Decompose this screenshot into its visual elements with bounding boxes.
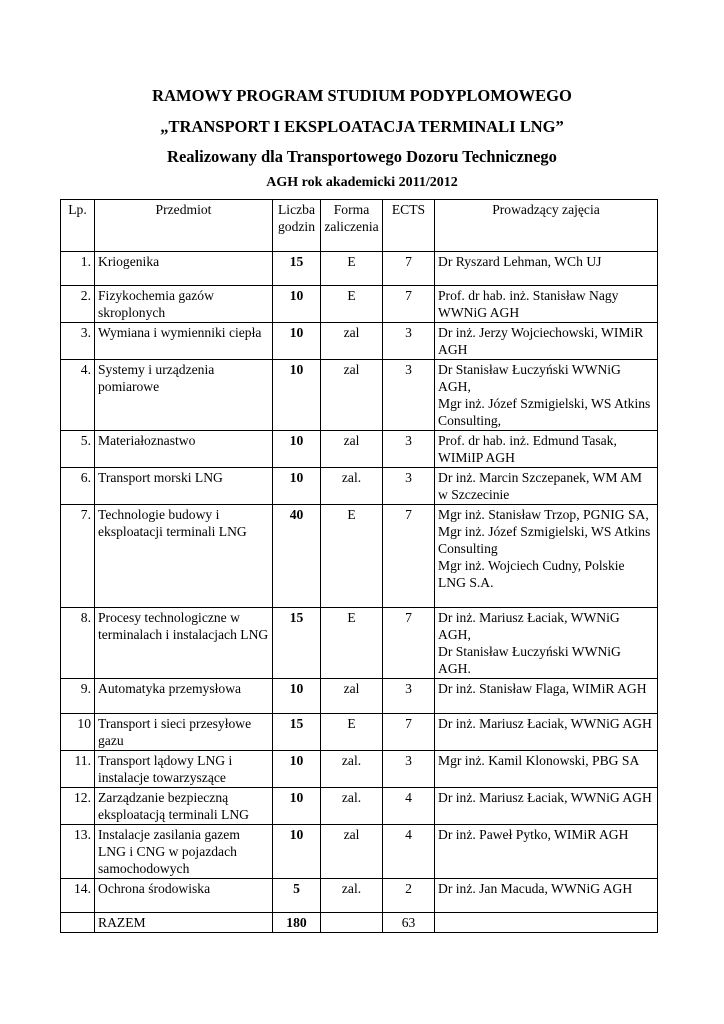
table-header-row xyxy=(61,200,658,252)
subject-cell: Transport i sieci przesyłowe gazu xyxy=(95,714,273,751)
row-number: 7. xyxy=(61,505,95,608)
row-number: 14. xyxy=(61,879,95,913)
table-row xyxy=(61,360,658,431)
form-cell: zal xyxy=(321,323,383,360)
subject-cell: Kriogenika xyxy=(95,252,273,286)
lecturer-name: Dr inż. Jerzy Wojciechowski, WIMiR AGH xyxy=(438,325,644,357)
row-number: 9. xyxy=(61,679,95,714)
form-cell: zal. xyxy=(321,751,383,788)
lecturer-name: Dr inż. Jan Macuda, WWNiG AGH xyxy=(438,881,633,896)
row-number: 8. xyxy=(61,608,95,679)
header-ects: ECTS xyxy=(383,200,435,252)
lecturer-name: Mgr inż. Józef Szmigielski, WS Atkins Consulting, xyxy=(438,396,651,428)
row-number: 2. xyxy=(61,286,95,323)
ects-cell: 7 xyxy=(383,252,435,286)
form-cell: E xyxy=(321,252,383,286)
hours-cell: 10 xyxy=(273,286,321,323)
lecturer-name: Mgr inż. Wojciech Cudny, Polskie LNG S.A. xyxy=(438,558,625,590)
total-lecturer xyxy=(435,913,658,933)
ects-cell: 7 xyxy=(383,714,435,751)
lecturer-name: Dr inż. Mariusz Łaciak, WWNiG AGH, xyxy=(438,610,620,642)
subject-cell: Instalacje zasilania gazem LNG i CNG w pojazdach samochodowych xyxy=(95,825,273,879)
form-cell: zal. xyxy=(321,879,383,913)
lecturer-cell xyxy=(435,505,658,608)
hours-cell: 10 xyxy=(273,323,321,360)
ects-cell: 4 xyxy=(383,825,435,879)
program-table xyxy=(60,199,658,933)
ects-cell: 7 xyxy=(383,286,435,323)
hours-cell: 10 xyxy=(273,679,321,714)
hours-cell: 40 xyxy=(273,505,321,608)
header-subject: Przedmiot xyxy=(95,200,273,252)
table-row xyxy=(61,679,658,714)
row-number: 3. xyxy=(61,323,95,360)
table-row xyxy=(61,751,658,788)
hours-cell: 10 xyxy=(273,431,321,468)
form-cell: zal xyxy=(321,431,383,468)
table-row xyxy=(61,252,658,286)
ects-cell: 3 xyxy=(383,468,435,505)
lecturer-cell xyxy=(435,286,658,323)
hours-cell: 10 xyxy=(273,751,321,788)
header-hours: Liczba godzin xyxy=(273,200,321,252)
subject-cell: Materiałoznastwo xyxy=(95,431,273,468)
lecturer-name: Mgr inż. Józef Szmigielski, WS Atkins Consulting xyxy=(438,524,651,556)
row-number: 12. xyxy=(61,788,95,825)
lecturer-cell xyxy=(435,252,658,286)
lecturer-cell xyxy=(435,468,658,505)
table-row xyxy=(61,879,658,913)
lecturer-cell xyxy=(435,788,658,825)
subject-cell: Technologie budowy i eksploatacji terminali LNG xyxy=(95,505,273,608)
lecturer-cell xyxy=(435,431,658,468)
ects-cell: 3 xyxy=(383,751,435,788)
table-row xyxy=(61,714,658,751)
subject-cell: Wymiana i wymienniki ciepła xyxy=(95,323,273,360)
ects-cell: 4 xyxy=(383,788,435,825)
hours-cell: 10 xyxy=(273,788,321,825)
subject-cell: Automatyka przemysłowa xyxy=(95,679,273,714)
lecturer-name: Mgr inż. Stanisław Trzop, PGNIG SA, xyxy=(438,507,649,522)
lecturer-cell xyxy=(435,751,658,788)
form-cell: zal xyxy=(321,360,383,431)
lecturer-name: Dr inż. Paweł Pytko, WIMiR AGH xyxy=(438,827,629,842)
header-form: Forma zaliczenia xyxy=(321,200,383,252)
lecturer-cell xyxy=(435,360,658,431)
lecturer-name: Dr inż. Mariusz Łaciak, WWNiG AGH xyxy=(438,790,652,805)
total-ects: 63 xyxy=(383,913,435,933)
hours-cell: 10 xyxy=(273,825,321,879)
table-row xyxy=(61,788,658,825)
lecturer-name: Dr Stanisław Łuczyński WWNiG AGH. xyxy=(438,644,621,676)
total-row xyxy=(61,913,658,933)
form-cell: zal. xyxy=(321,788,383,825)
lecturer-name: Dr inż. Mariusz Łaciak, WWNiG AGH xyxy=(438,716,652,731)
ects-cell: 3 xyxy=(383,323,435,360)
academic-year: AGH rok akademicki 2011/2012 xyxy=(266,175,458,190)
subject-cell: Transport lądowy LNG i instalacje towarzyszące xyxy=(95,751,273,788)
subject-cell: Transport morski LNG xyxy=(95,468,273,505)
lecturer-cell xyxy=(435,323,658,360)
row-number: 11. xyxy=(61,751,95,788)
lecturer-name: Dr inż. Marcin Szczepanek, WM AM w Szczecinie xyxy=(438,470,642,502)
hours-cell: 10 xyxy=(273,468,321,505)
hours-cell: 15 xyxy=(273,714,321,751)
subject-cell: Ochrona środowiska xyxy=(95,879,273,913)
subject-cell: Zarządzanie bezpieczną eksploatacją terminali LNG xyxy=(95,788,273,825)
row-number: 10 xyxy=(61,714,95,751)
lecturer-name: Dr Stanisław Łuczyński WWNiG AGH, xyxy=(438,362,621,394)
hours-cell: 5 xyxy=(273,879,321,913)
subject-cell: Procesy technologiczne w terminalach i instalacjach LNG xyxy=(95,608,273,679)
ects-cell: 3 xyxy=(383,679,435,714)
lecturer-cell xyxy=(435,608,658,679)
form-cell: E xyxy=(321,505,383,608)
ects-cell: 7 xyxy=(383,608,435,679)
header-lp: Lp. xyxy=(61,200,95,252)
form-cell: E xyxy=(321,714,383,751)
lecturer-name: Prof. dr hab. inż. Stanisław Nagy WWNiG AGH xyxy=(438,288,619,320)
total-form xyxy=(321,913,383,933)
lecturer-name: Dr Ryszard Lehman, WCh UJ xyxy=(438,254,602,269)
table-row xyxy=(61,468,658,505)
table-row xyxy=(61,323,658,360)
ects-cell: 3 xyxy=(383,360,435,431)
row-number: 4. xyxy=(61,360,95,431)
form-cell: zal xyxy=(321,825,383,879)
form-cell: zal xyxy=(321,679,383,714)
lecturer-cell xyxy=(435,714,658,751)
document-title: RAMOWY PROGRAM STUDIUM PODYPLOMOWEGO xyxy=(152,86,572,105)
hours-cell: 10 xyxy=(273,360,321,431)
header-lecturer: Prowadzący zajęcia xyxy=(435,200,658,252)
row-number: 6. xyxy=(61,468,95,505)
total-label: RAZEM xyxy=(95,913,273,933)
form-cell: zal. xyxy=(321,468,383,505)
table-row xyxy=(61,286,658,323)
total-hours: 180 xyxy=(273,913,321,933)
lecturer-name: Dr inż. Stanisław Flaga, WIMiR AGH xyxy=(438,681,647,696)
document-subtitle: Realizowany dla Transportowego Dozoru Technicznego xyxy=(167,147,557,166)
ects-cell: 2 xyxy=(383,879,435,913)
row-number: 1. xyxy=(61,252,95,286)
hours-cell: 15 xyxy=(273,608,321,679)
ects-cell: 7 xyxy=(383,505,435,608)
subject-cell: Systemy i urządzenia pomiarowe xyxy=(95,360,273,431)
lecturer-name: Mgr inż. Kamil Klonowski, PBG SA xyxy=(438,753,640,768)
subject-cell: Fizykochemia gazów skroplonych xyxy=(95,286,273,323)
hours-cell: 15 xyxy=(273,252,321,286)
table-row xyxy=(61,431,658,468)
lecturer-cell xyxy=(435,679,658,714)
table-row xyxy=(61,825,658,879)
table-row xyxy=(61,505,658,608)
lecturer-cell xyxy=(435,879,658,913)
row-number: 13. xyxy=(61,825,95,879)
form-cell: E xyxy=(321,608,383,679)
ects-cell: 3 xyxy=(383,431,435,468)
lecturer-cell xyxy=(435,825,658,879)
document-title-program: „TRANSPORT I EKSPLOATACJA TERMINALI LNG” xyxy=(160,117,564,136)
table-row xyxy=(61,608,658,679)
form-cell: E xyxy=(321,286,383,323)
row-number: 5. xyxy=(61,431,95,468)
total-lp xyxy=(61,913,95,933)
lecturer-name: Prof. dr hab. inż. Edmund Tasak, WIMiIP AGH xyxy=(438,433,617,465)
